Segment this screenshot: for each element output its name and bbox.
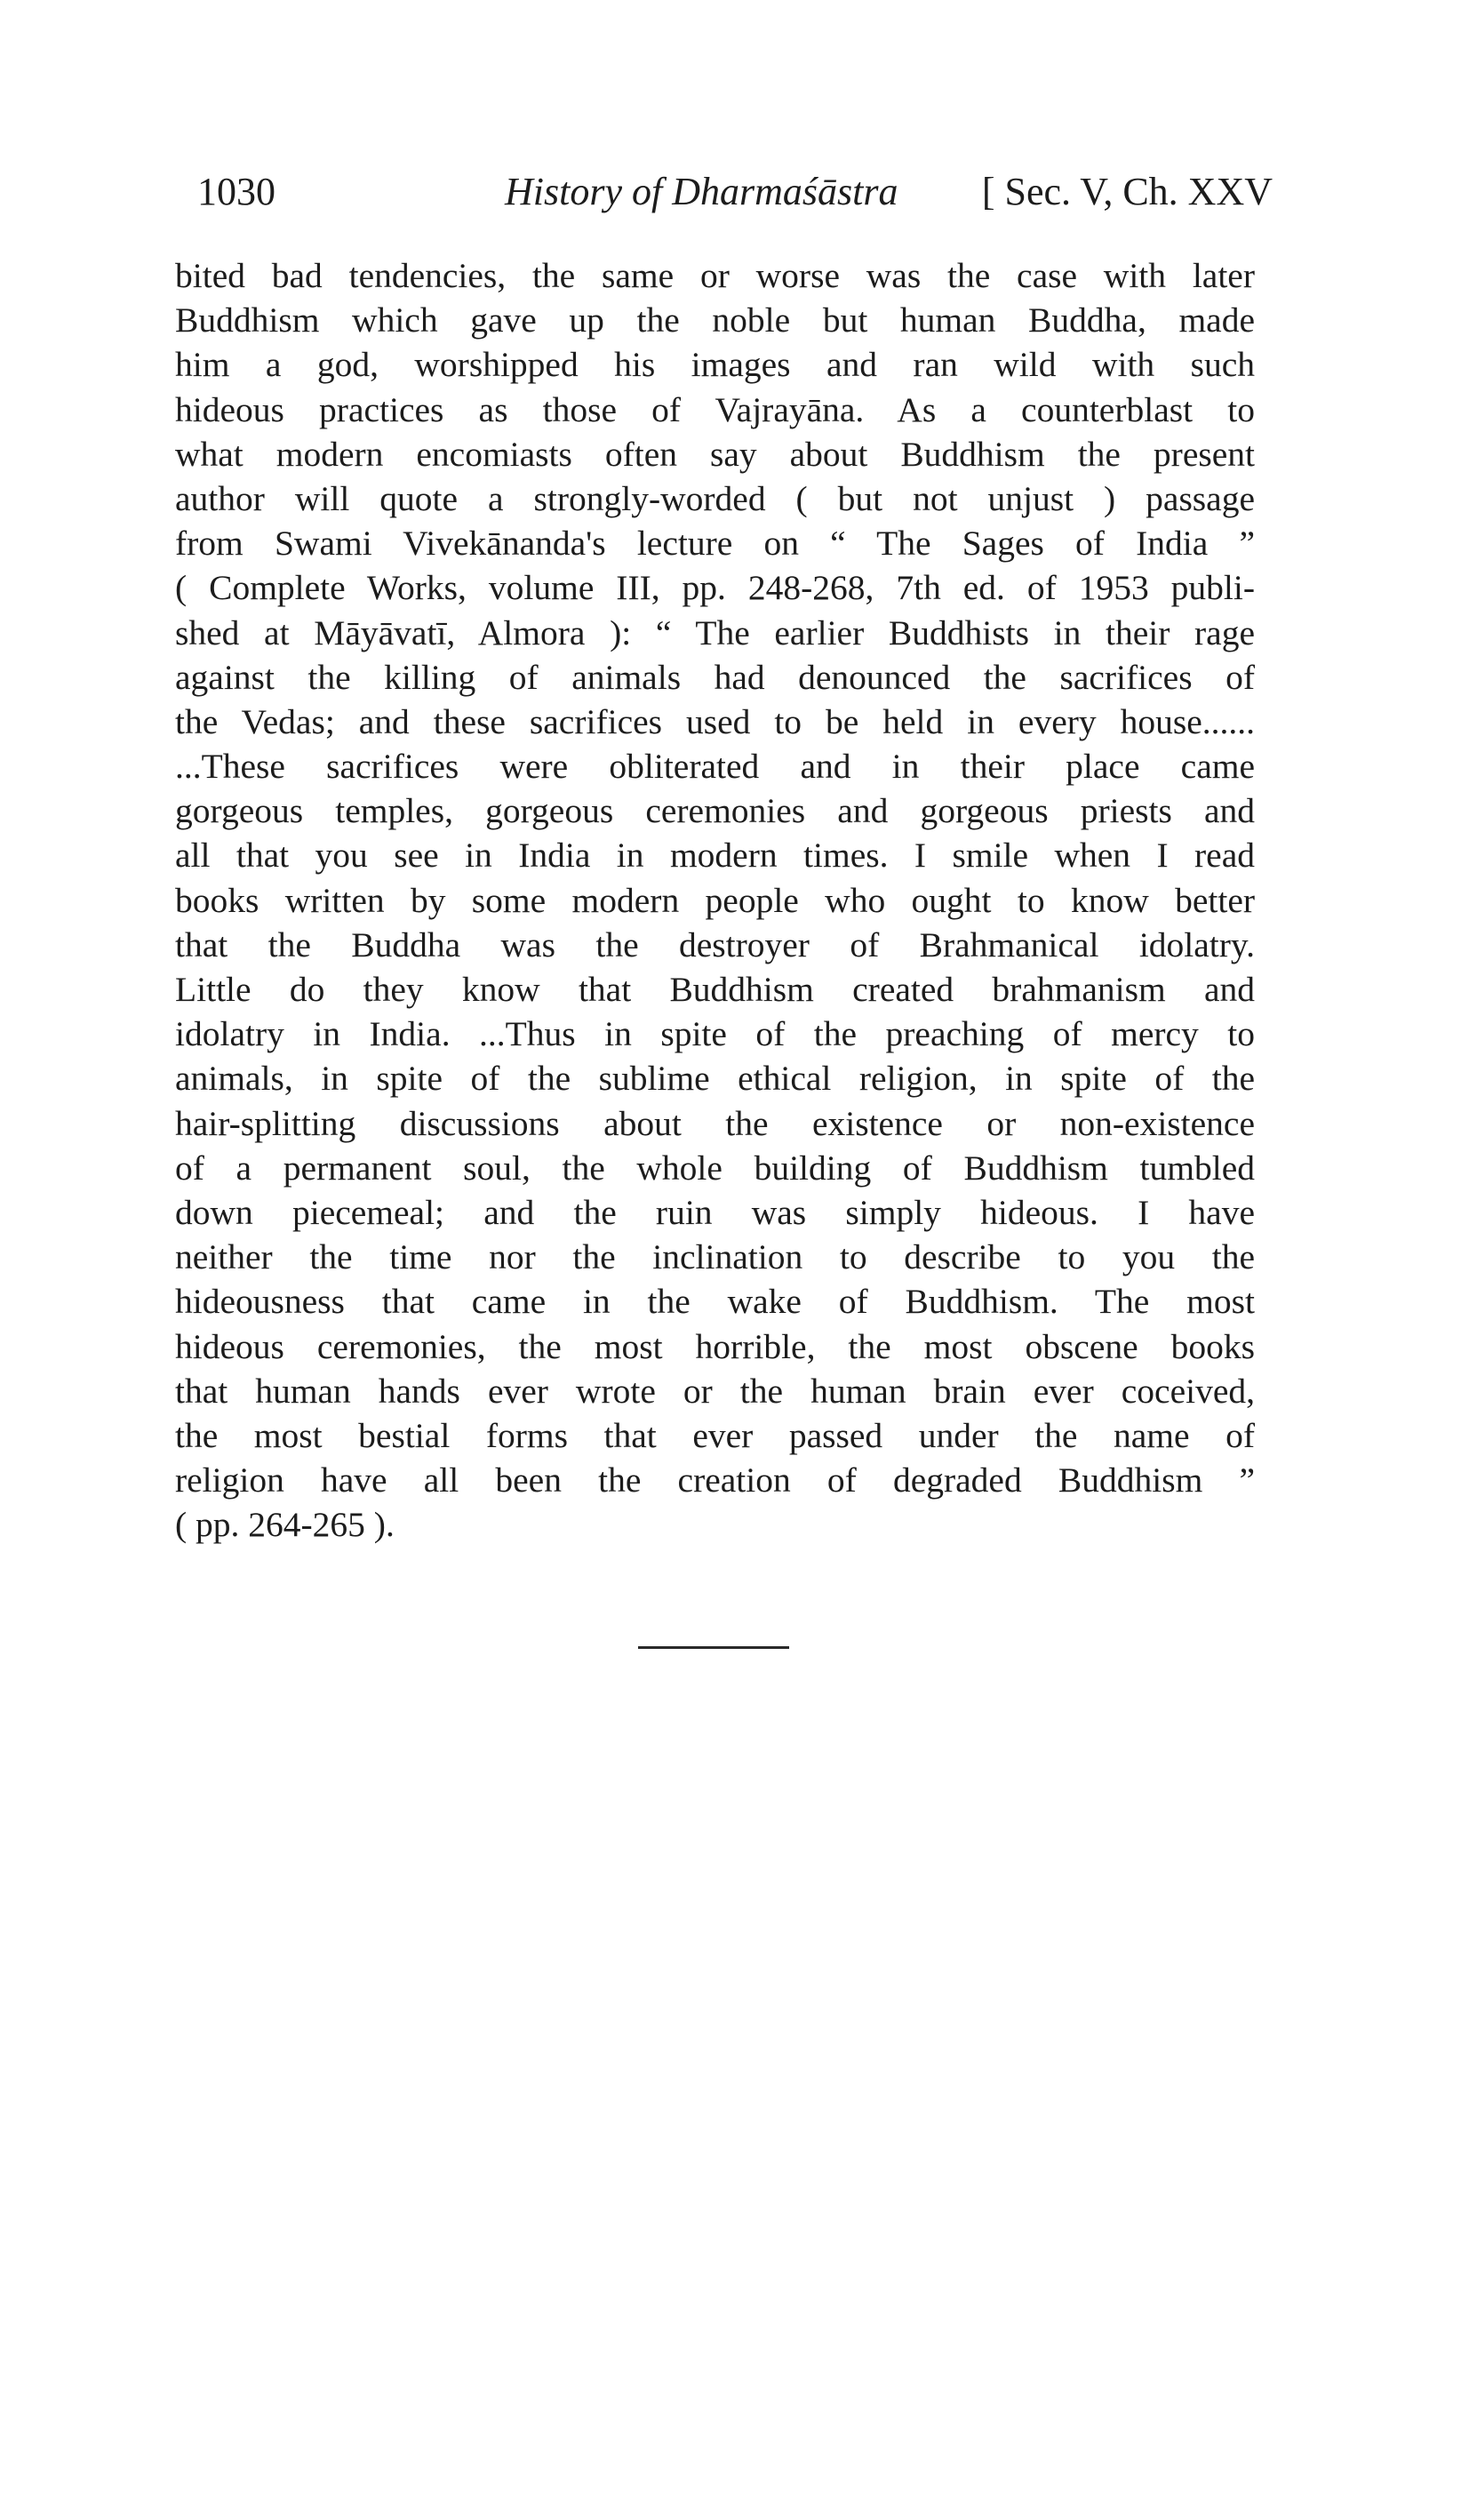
text-line: hideousness that came in the wake of Buddhism. The most bbox=[175, 1282, 1255, 1322]
text-line: neither the time nor the inclination to describe to you the bbox=[175, 1237, 1255, 1277]
text-line: hideous practices as those of Vajrayāna. As a counterblast to bbox=[175, 389, 1255, 429]
text-line: that human hands ever wrote or the human brain ever coceived, bbox=[175, 1371, 1255, 1411]
text-line: books written by some modern people who ought to know better bbox=[175, 880, 1255, 920]
body-paragraph bbox=[175, 253, 1255, 1547]
text-line: hideous ceremonies, the most horrible, the most obscene books bbox=[175, 1326, 1255, 1366]
text-line: that the Buddha was the destroyer of Brahmanical idolatry. bbox=[175, 924, 1255, 964]
section-end-rule bbox=[638, 1646, 789, 1649]
section-reference: [ Sec. V, Ch. XXV bbox=[981, 170, 1273, 213]
text-line: the most bestial forms that ever passed under the name of bbox=[175, 1415, 1255, 1455]
text-line: shed at Māyāvatī, Almora ): “ The earlier Buddhists in their rage bbox=[175, 612, 1255, 652]
text-line: Little do they know that Buddhism created brahmanism and bbox=[175, 970, 1255, 1009]
text-line: religion have all been the creation of degraded Buddhism ” bbox=[175, 1460, 1255, 1500]
text-line: of a permanent soul, the whole building of Buddhism tumbled bbox=[175, 1148, 1255, 1188]
text-line: ...These sacrifices were obliterated and in their place came bbox=[175, 747, 1255, 787]
text-line: animals, in spite of the sublime ethical religion, in spite of the bbox=[175, 1059, 1255, 1099]
text-line: idolatry in India. ...Thus in spite of the preaching of mercy to bbox=[175, 1014, 1255, 1054]
text-line: ( Complete Works, volume III, pp. 248-268, 7th ed. of 1953 publi- bbox=[175, 568, 1255, 608]
text-line: the Vedas; and these sacrifices used to be held in every house...... bbox=[175, 701, 1255, 741]
text-line: hair-splitting discussions about the existence or non-existence bbox=[175, 1103, 1255, 1143]
text-line: bited bad tendencies, the same or worse was the case with later bbox=[175, 256, 1255, 295]
text-line: him a god, worshipped his images and ran wild with such bbox=[175, 345, 1255, 385]
text-line: ( pp. 264-265 ). bbox=[175, 1505, 395, 1545]
text-line: author will quote a strongly-worded ( but not unjust ) passage bbox=[175, 478, 1255, 518]
page-header bbox=[197, 169, 1273, 222]
text-line: down piecemeal; and the ruin was simply hideous. I have bbox=[175, 1192, 1255, 1232]
text-line: what modern encomiasts often say about Buddhism the present bbox=[175, 434, 1255, 474]
running-title: History of Dharmaśāstra bbox=[505, 170, 898, 213]
text-line: against the killing of animals had denounced the sacrifices of bbox=[175, 657, 1255, 697]
text-line: from Swami Vivekānanda's lecture on “ The Sages of India ” bbox=[175, 524, 1255, 564]
text-line: all that you see in India in modern times. I smile when I read bbox=[175, 836, 1255, 876]
text-line: gorgeous temples, gorgeous ceremonies and gorgeous priests and bbox=[175, 791, 1255, 831]
page-number: 1030 bbox=[197, 170, 275, 213]
text-line: Buddhism which gave up the noble but human Buddha, made bbox=[175, 300, 1255, 340]
